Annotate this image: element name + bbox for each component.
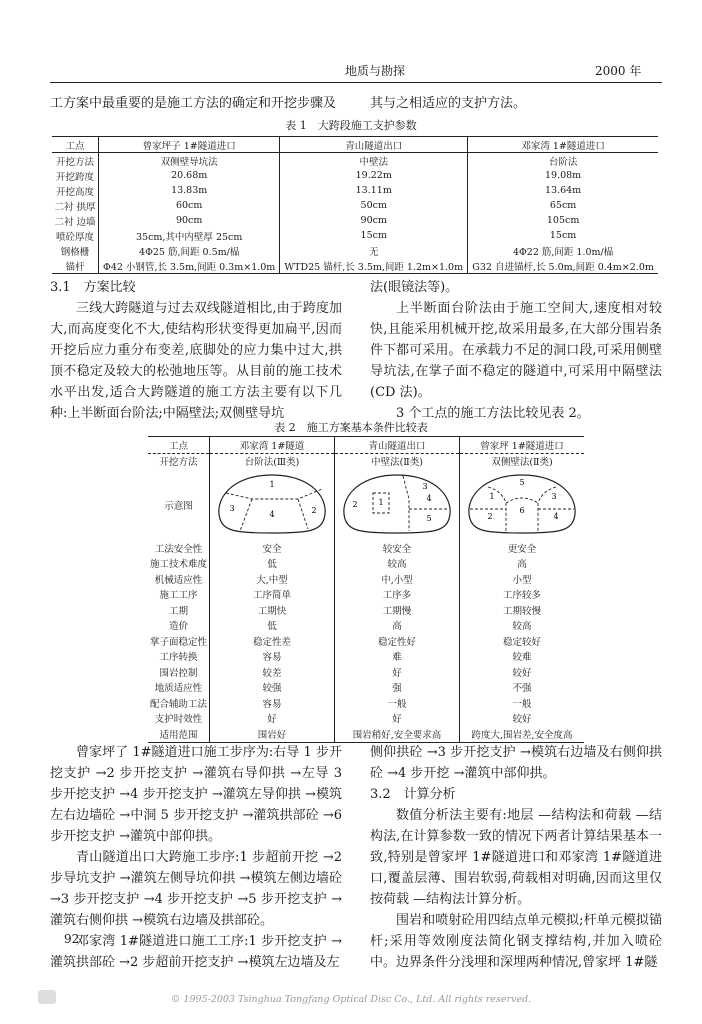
table-row — [148, 453, 584, 469]
diagram-row — [148, 469, 584, 540]
table-row — [148, 571, 584, 587]
paragraph: 三线大跨隧道与过去双线隧道相比,由于跨度加大,而高度变化不大,使结构形状变得更加扁平,因而开挖后应力重分布变差,底脚处的应力集中过大,拱顶不稳定及较大的松弛地压等。从目前的施工技术水平出发,适合大跨隧道的施工方法主要有以下几种:上半断面台阶法;中隔壁法;双侧壁导坑 — [50, 301, 342, 421]
step-number: 6 — [519, 506, 525, 515]
table2 — [148, 436, 584, 743]
table-cell: 稳定性好 — [335, 633, 460, 649]
table-cell: 邓家湾 1#隧道 — [210, 437, 335, 454]
tunnel-section-diagram — [462, 469, 582, 537]
table-cell: 13.11m — [280, 183, 468, 198]
step-number: 1 — [269, 480, 275, 489]
step-number: 4 — [426, 494, 432, 503]
step-number: 5 — [426, 514, 432, 523]
table-row — [52, 258, 658, 274]
table-cell: 曾家坪 1#隧道进口 — [460, 437, 585, 454]
table-cell: 曾家坪子 1#隧道进口 — [99, 137, 280, 153]
table2-caption: 表 2 施工方案基本条件比较表 — [274, 421, 428, 434]
step-number: 4 — [553, 512, 559, 521]
table-cell: WTD25 锚杆,长 3.5m,间距 1.2m×1.0m — [280, 258, 468, 274]
step-number: 3 — [229, 504, 235, 513]
table-row — [52, 153, 658, 169]
table-cell: G32 自进锚杆,长 5.0m,间距 0.4m×2.0m — [468, 258, 658, 274]
table-row — [148, 618, 584, 634]
journal-year: 2000 年 — [595, 64, 642, 78]
table-cell: 邓家湾 1#隧道进口 — [468, 137, 658, 153]
table-row — [148, 711, 584, 727]
table-cell: 较好 — [460, 711, 585, 727]
section-heading: 3.1 方案比较 — [50, 280, 136, 295]
table-cell: 强 — [335, 680, 460, 696]
table-row — [148, 437, 584, 454]
table-row — [52, 243, 658, 258]
table-cell: 较高 — [335, 556, 460, 572]
table-row — [148, 587, 584, 603]
diagram-cell — [335, 469, 460, 540]
table-row — [148, 726, 584, 742]
table-cell: 跨度大,围岩差,安全度高 — [460, 726, 585, 742]
table-row — [52, 228, 658, 243]
table-cell: 支护时效性 — [154, 714, 203, 726]
table-cell: 二衬 拱厚 — [54, 201, 96, 213]
table-cell: 4Φ22 筋,间距 1.0m/榀 — [468, 243, 658, 258]
table-cell: 地质适应性 — [154, 683, 203, 695]
table-cell: 20.68m — [99, 168, 280, 183]
table-cell: 双侧壁法(Ⅱ类) — [460, 453, 585, 469]
table-cell: 高 — [335, 618, 460, 634]
table-row — [52, 168, 658, 183]
table-row — [52, 213, 658, 228]
table-cell: 示意图 — [164, 500, 193, 512]
table-cell: 50cm — [280, 198, 468, 213]
table-row — [148, 633, 584, 649]
paragraph: 上半断面台阶法由于施工空间大,速度相对较快,且能采用机械开挖,故采用最多,在大部分围岩条件下都可采用。在承载力不足的洞口段,可采用侧壁导坑法,在掌子面不稳定的隧道中,可采用中隔壁法(CD 法)。 — [370, 301, 662, 400]
table-cell: 难 — [335, 649, 460, 665]
step-number: 3 — [422, 482, 428, 491]
table-cell: 无 — [280, 243, 468, 258]
table-cell: 工期 — [169, 605, 189, 617]
table-cell: 较难 — [460, 649, 585, 665]
table-row — [148, 680, 584, 696]
paragraph: 3 个工点的施工方法比较见表 2。 — [396, 406, 590, 421]
paragraph: 侧仰拱砼 →3 步开挖支护 →模筑右边墙及右侧仰拱砼 →4 步开挖 →灌筑中部仰拱。 — [370, 745, 662, 781]
step-number: 1 — [378, 498, 384, 507]
tunnel-section-diagram — [212, 469, 332, 537]
table-cell: 安全 — [210, 540, 335, 556]
table-cell: 小型 — [460, 571, 585, 587]
table-cell: 围岩控制 — [159, 667, 198, 679]
table-cell: 容易 — [210, 695, 335, 711]
page-number: 92 — [64, 932, 80, 946]
table-cell: 容易 — [210, 649, 335, 665]
table-cell: 开挖方法 — [56, 156, 95, 168]
table-cell: 19.08m — [468, 168, 658, 183]
table-cell: 大,中型 — [210, 571, 335, 587]
table-cell: 低 — [210, 618, 335, 634]
table-cell: 工法安全性 — [154, 543, 203, 555]
table-cell: 19.22m — [280, 168, 468, 183]
table-cell: Φ42 小钢管,长 3.5m,间距 0.3m×1.0m — [99, 258, 280, 274]
diagram-cell — [210, 469, 335, 540]
table-cell: 低 — [210, 556, 335, 572]
table-cell: 较差 — [210, 664, 335, 680]
left-column-2 — [50, 742, 342, 973]
table-cell: 掌子面稳定性 — [150, 636, 208, 648]
table-row — [52, 198, 658, 213]
table-cell: 中壁法 — [280, 153, 468, 169]
header-rule — [50, 82, 662, 83]
table-cell: 工序多 — [335, 587, 460, 603]
paragraph: 青山隧道出口大跨施工步序:1 步超前开挖 →2 步导坑支护 →灌筑左侧导坑仰拱 →模筑左侧边墙砼 →3 步开挖支护 →4 步开挖支护 →5 步开挖支护 →灌筑右侧仰拱 →模筑右边墙及拱部砼。 — [50, 850, 342, 928]
table-cell: 较高 — [460, 618, 585, 634]
top-right-line: 其与之相适应的支护方法。 — [370, 96, 527, 111]
table-cell: 开挖跨度 — [56, 171, 95, 183]
table-cell: 15cm — [280, 228, 468, 243]
right-column-1 — [370, 277, 662, 424]
table-cell: 钢格栅 — [60, 246, 90, 258]
table-cell: 13.64m — [468, 183, 658, 198]
table-row — [148, 664, 584, 680]
step-number: 1 — [489, 492, 495, 501]
table-cell: 105cm — [468, 213, 658, 228]
step-number: 5 — [519, 478, 525, 487]
table-cell: 一般 — [335, 695, 460, 711]
table-cell: 中壁法(Ⅱ类) — [335, 453, 460, 469]
table-cell: 工点 — [148, 437, 210, 454]
table-cell: 台阶法(Ⅲ类) — [210, 453, 335, 469]
step-number: 2 — [311, 506, 317, 515]
copyright-footer: © 1995-2003 Tsinghua Tongfang Optical Disc Co., Ltd. All rights reserved. — [170, 994, 532, 1005]
table-cell: 造价 — [169, 621, 189, 633]
table-row — [148, 540, 584, 556]
table-cell: 工期慢 — [335, 602, 460, 618]
table-cell: 工期较慢 — [460, 602, 585, 618]
table-cell: 双侧壁导坑法 — [99, 153, 280, 169]
table-cell: 较安全 — [335, 540, 460, 556]
table-cell: 90cm — [280, 213, 468, 228]
right-column-2 — [370, 742, 662, 973]
paragraph: 法(眼镜法等)。 — [370, 280, 459, 295]
table-cell: 施工工序 — [159, 590, 198, 602]
table-cell: 适用范围 — [159, 729, 198, 741]
table-cell: 二衬 边墙 — [54, 216, 96, 228]
table-cell: 开挖高度 — [56, 186, 95, 198]
table-cell: 中,小型 — [335, 571, 460, 587]
table-row — [148, 556, 584, 572]
table-cell: 围岩好 — [210, 726, 335, 742]
table-cell: 工点 — [52, 137, 99, 153]
table-cell: 锚杆 — [65, 261, 85, 273]
table-cell: 好 — [335, 664, 460, 680]
table-cell: 台阶法 — [468, 153, 658, 169]
table-cell: 稳定较好 — [460, 633, 585, 649]
table-cell: 4Φ25 筋,间距 0.5m/榀 — [99, 243, 280, 258]
table-cell: 一般 — [460, 695, 585, 711]
table-cell: 高 — [460, 556, 585, 572]
table-cell: 更安全 — [460, 540, 585, 556]
table1 — [52, 136, 658, 274]
table-cell: 工序转换 — [159, 652, 198, 664]
tunnel-section-diagram — [337, 469, 457, 537]
step-number: 2 — [487, 512, 493, 521]
table-cell: 喷砼厚度 — [56, 231, 95, 243]
table-cell: 围岩稍好,安全要求高 — [335, 726, 460, 742]
table1-caption: 表 1 大跨段施工支护参数 — [285, 119, 417, 132]
table-cell: 15cm — [468, 228, 658, 243]
table-cell: 工期快 — [210, 602, 335, 618]
table-cell: 较好 — [460, 664, 585, 680]
top-left-line: 工方案中最重要的是施工方法的确定和开挖步骤及 — [50, 96, 337, 111]
table-cell: 稳定性差 — [210, 633, 335, 649]
paragraph: 数值分析法主要有:地层 —结构法和荷载 —结构法,在计算参数一致的情况下两者计算结果基本一致,特别是曾家坪 1#隧道进口和邓家湾 1#隧道进口,覆盖层薄、围岩软弱,荷载相对明确,因而这里仅按荷载 —结构法计算分析。 — [370, 808, 662, 907]
table-cell: 35cm,其中内壁厚 25cm — [99, 228, 280, 243]
table-cell: 13.83m — [99, 183, 280, 198]
table-cell: 不强 — [460, 680, 585, 696]
table-cell: 90cm — [99, 213, 280, 228]
left-column-1 — [50, 277, 342, 424]
table-row — [148, 649, 584, 665]
table-row — [52, 183, 658, 198]
diagram-cell — [460, 469, 585, 540]
table-cell: 好 — [210, 711, 335, 727]
step-number: 2 — [352, 500, 358, 509]
table-cell: 60cm — [99, 198, 280, 213]
step-number: 3 — [551, 492, 557, 501]
journal-name: 地质与勘探 — [345, 64, 406, 78]
table-row — [52, 137, 658, 153]
paragraph: 邓家湾 1#隧道进口施工工序:1 步开挖支护 →灌筑拱部砼 →2 步超前开挖支护 →模筑左边墙及左 — [50, 934, 342, 970]
table-cell: 好 — [335, 711, 460, 727]
table-cell: 开挖方法 — [159, 457, 198, 469]
paragraph: 曾家坪了 1#隧道进口施工步序为:右导 1 步开挖支护 →2 步开挖支护 →灌筑右导仰拱 →左导 3 步开挖支护 →4 步开挖支护 →灌筑左导仰拱 →模筑左右边墙砼 →中洞 5 步开挖支护 →灌筑拱部砼 →6 步开挖支护 →灌筑中部仰拱。 — [50, 745, 342, 844]
table-cell: 施工技术难度 — [150, 559, 208, 571]
table-cell: 配合辅助工法 — [150, 698, 208, 710]
section-heading: 3.2 计算分析 — [370, 787, 456, 802]
table-cell: 工序简单 — [210, 587, 335, 603]
paragraph: 围岩和喷射砼用四结点单元模拟;杆单元模拟锚杆;采用等效刚度法简化钢支撑结构,并加入喷砼中。边界条件分浅埋和深埋两种情况,曾家坪 1#隧 — [370, 913, 662, 970]
table-cell: 65cm — [468, 198, 658, 213]
table-row — [148, 695, 584, 711]
table-cell: 青山隧道出口 — [280, 137, 468, 153]
table-cell: 工序较多 — [460, 587, 585, 603]
table-row — [148, 602, 584, 618]
table-cell: 较强 — [210, 680, 335, 696]
step-number: 4 — [269, 510, 275, 519]
table-cell: 青山隧道出口 — [335, 437, 460, 454]
table-cell: 机械适应性 — [154, 574, 203, 586]
